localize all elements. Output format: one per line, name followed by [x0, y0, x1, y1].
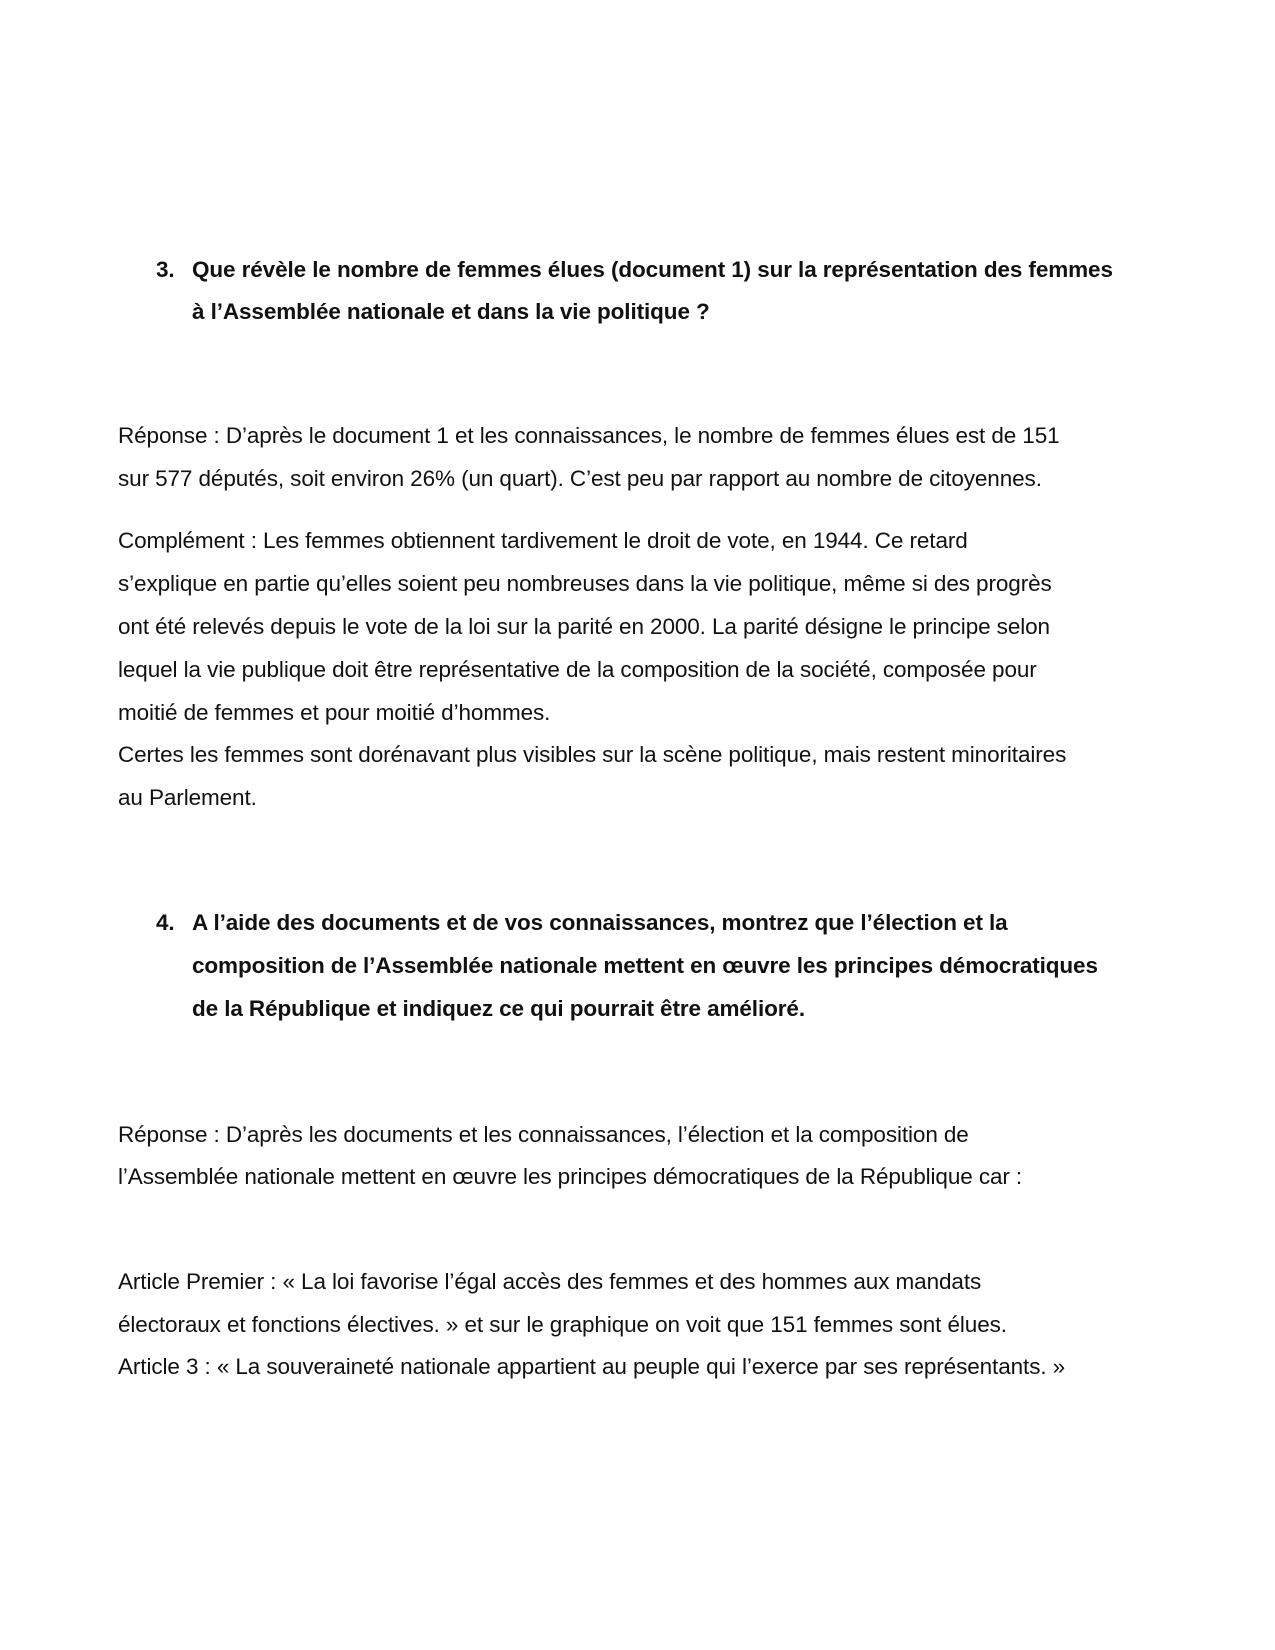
complement-line-1: Complément : Les femmes obtiennent tardivement le droit de vote, en 1944. Ce retard — [118, 528, 968, 553]
complement-line-6: Certes les femmes sont dorénavant plus visibles sur la scène politique, mais restent minoritaires — [118, 742, 1067, 767]
complement-line-3: ont été relevés depuis le vote de la loi sur la parité en 2000. La parité désigne le principe selon — [118, 614, 1050, 639]
answer-3-line-2: sur 577 députés, soit environ 26% (un quart). C’est peu par rapport au nombre de citoyennes. — [118, 466, 1042, 491]
question-3-line-1 — [156, 255, 1113, 285]
complement-line-5: moitié de femmes et pour moitié d’hommes. — [118, 700, 551, 725]
question-3-number: 3. — [156, 257, 175, 282]
question-4-number: 4. — [156, 910, 175, 935]
complement-line-7: au Parlement. — [118, 785, 257, 810]
article-line-2: électoraux et fonctions électives. » et sur le graphique on voit que 151 femmes sont élues. — [118, 1312, 1007, 1337]
question-3-text: Que révèle le nombre de femmes élues (document 1) sur la représentation des femmes — [192, 257, 1113, 282]
question-4-line-2: composition de l’Assemblée nationale mettent en œuvre les principes démocratiques — [192, 953, 1098, 978]
question-4-line-3: de la République et indiquez ce qui pourrait être amélioré. — [192, 996, 805, 1021]
question-4-text: A l’aide des documents et de vos connaissances, montrez que l’élection et la — [192, 910, 1008, 935]
answer-4-line-1: Réponse : D’après les documents et les connaissances, l’élection et la composition de — [118, 1122, 969, 1147]
complement-line-4: lequel la vie publique doit être représentative de la composition de la société, composée pour — [118, 657, 1037, 682]
question-3-line-2: à l’Assemblée nationale et dans la vie politique ? — [192, 299, 710, 324]
answer-4-line-2: l’Assemblée nationale mettent en œuvre les principes démocratiques de la République car : — [118, 1164, 1023, 1189]
answer-3-line-1: Réponse : D’après le document 1 et les connaissances, le nombre de femmes élues est de 151 — [118, 423, 1060, 448]
article-line-1: Article Premier : « La loi favorise l’égal accès des femmes et des hommes aux mandats — [118, 1269, 982, 1294]
question-4-line-1 — [156, 908, 1008, 938]
complement-line-2: s’explique en partie qu’elles soient peu nombreuses dans la vie politique, même si des progrès — [118, 571, 1052, 596]
article-line-3: Article 3 : « La souveraineté nationale appartient au peuple qui l’exerce par ses représentants. » — [118, 1354, 1066, 1379]
